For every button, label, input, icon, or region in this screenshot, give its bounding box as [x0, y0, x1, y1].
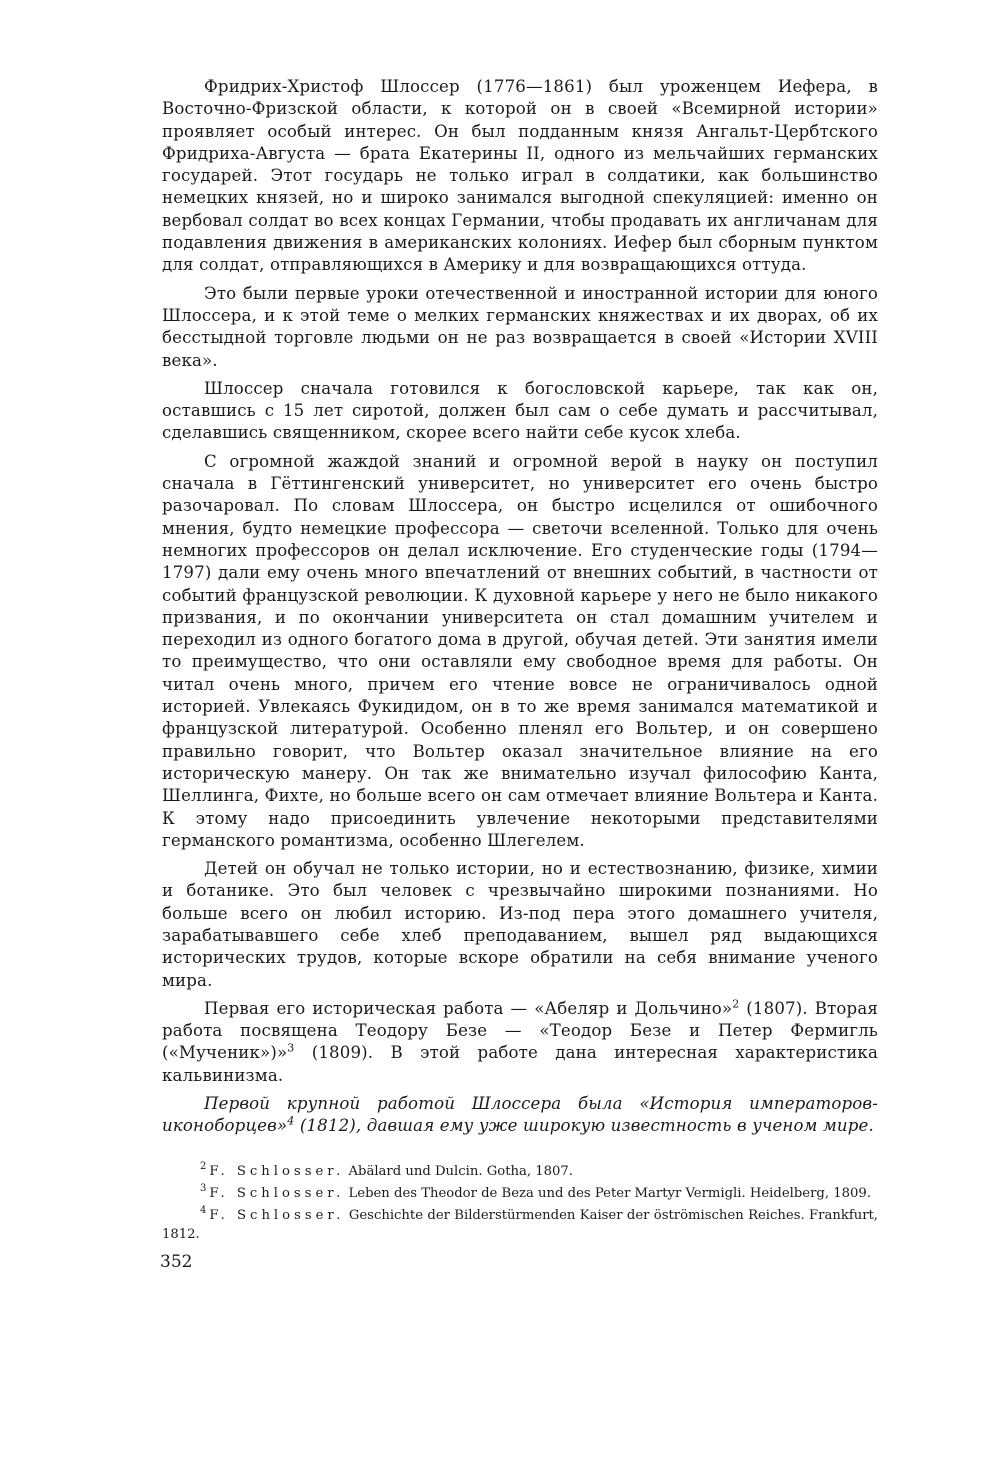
footnote-author: F. Schlosser.: [209, 1185, 345, 1201]
footnote-author: F. Schlosser.: [209, 1163, 345, 1179]
text-run: (1812), давшая ему уже широкую известность в ученом мире.: [294, 1116, 874, 1136]
paragraph: Шлоссер сначала готовился к богословской карьере, так как он, оставшись с 15 лет сиротой, должен был сам о себе думать и рассчитывал, сделавшись священником, скорее всего найти себе кусок хлеба.: [162, 378, 878, 443]
footnote: [162, 1184, 878, 1203]
page-number: 352: [160, 1252, 193, 1272]
paragraph: Детей он обучал не только истории, но и естествознанию, физике, химии и ботанике. Это был человек с чрезвычайно широкими познаниями. Но больше всего он любил историю. Из-под пера этого домашнего учителя, зарабатывавшего себе хлеб преподаванием, вышел ряд выдающихся исторических трудов, которые вскоре обратили на себя внимание ученого мира.: [162, 859, 878, 990]
body-text: [162, 76, 878, 1138]
footnote-ref: 3: [287, 1041, 295, 1055]
paragraph-first-works: [162, 998, 878, 1087]
paragraph: Это были первые уроки отечественной и иностранной истории для юного Шлоссера, и к этой теме о мелких германских княжествах и их дворах, об их бесстыдной торговле людьми он не раз возвращается в своей «Истории XVIII века».: [162, 283, 878, 370]
footnotes: [162, 1162, 878, 1244]
footnote-number: 2: [200, 1161, 207, 1173]
text-run: Первая его историческая работа — «Абеляр и Дольчино»: [204, 998, 733, 1018]
footnote: [162, 1206, 878, 1244]
footnote-text: Geschichte der Bilderstürmenden Kaiser der öströmischen Reiches. Frankfurt, 1812.: [162, 1207, 878, 1242]
footnote-number: 4: [200, 1205, 207, 1217]
paragraph: С огромной жаждой знаний и огромной верой в науку он поступил сначала в Гёттингенский университет, но университет его очень быстро разочаровал. По словам Шлоссера, он быстро исцелился от ошибочного мнения, будто немецкие профессора — светочи вселенной. Только для очень немногих профессоров он делал исключение. Его студенческие годы (1794—1797) дали ему очень много впечатлений от внешних событий, в частности от событий французской революции. К духовной карьере у него не было никакого призвания, и по окончании университета он стал домашним учителем и переходил из одного богатого дома в другой, обучая детей. Эти занятия имели то преимущество, что они оставляли ему свободное время для работы. Он читал очень много, причем его чтение вовсе не ограничивалось одной историей. Увлекаясь Фукидидом, он в то же время занимался математикой и французской литературой. Особенно пленял его Вольтер, и он совершено правильно говорит, что Вольтер оказал значительное влияние на его историческую манеру. Он так же внимательно изучал философию Канта, Шеллинга, Фихте, но больше всего он сам отмечает влияние Вольтера и Канта. К этому надо присоединить увлечение некоторыми представителями германского романтизма, особенно Шлегелем.: [162, 451, 878, 850]
footnote-text: Abälard und Dulcin. Gotha, 1807.: [344, 1163, 574, 1179]
footnote-author: F. Schlosser.: [209, 1207, 345, 1223]
text-run: (1807). Вторая работа посвящена Теодору Безе — «Теодор Безе и Петер Фермигль («Мученик»)»: [162, 998, 878, 1063]
footnote-number: 3: [200, 1183, 207, 1195]
footnote-text: Leben des Theodor de Beza und des Peter Martyr Vermigli. Heidelberg, 1809.: [344, 1185, 871, 1201]
paragraph: Фридрих-Христоф Шлоссер (1776—1861) был уроженцем Иефера, в Восточно-Фризской области, к которой он в своей «Всемирной истории» проявляет особый интерес. Он был подданным князя Ангальт-Цербтского Фридриха-Августа — брата Екатерины II, одного из мельчайших германских государей. Этот государь не только играл в солдатики, как большинство немецких князей, но и широко занимался выгодной спекуляцией: именно он вербовал солдат во всех концах Германии, чтобы продавать их англичанам для подавления движения в американских колониях. Иефер был сборным пунктом для солдат, отправляющихся в Америку и для возвращающихся оттуда.: [162, 77, 878, 275]
text-run: (1809). В этой работе дана интересная характеристика кальвинизма.: [162, 1043, 878, 1085]
footnote-ref: 4: [287, 1114, 295, 1128]
footnote: [162, 1162, 878, 1181]
footnote-ref: 2: [732, 997, 740, 1011]
text-run: Первой крупной работой Шлоссера была «История императоров-иконоборцев»: [162, 1094, 878, 1136]
paragraph-major-work: [162, 1093, 878, 1138]
